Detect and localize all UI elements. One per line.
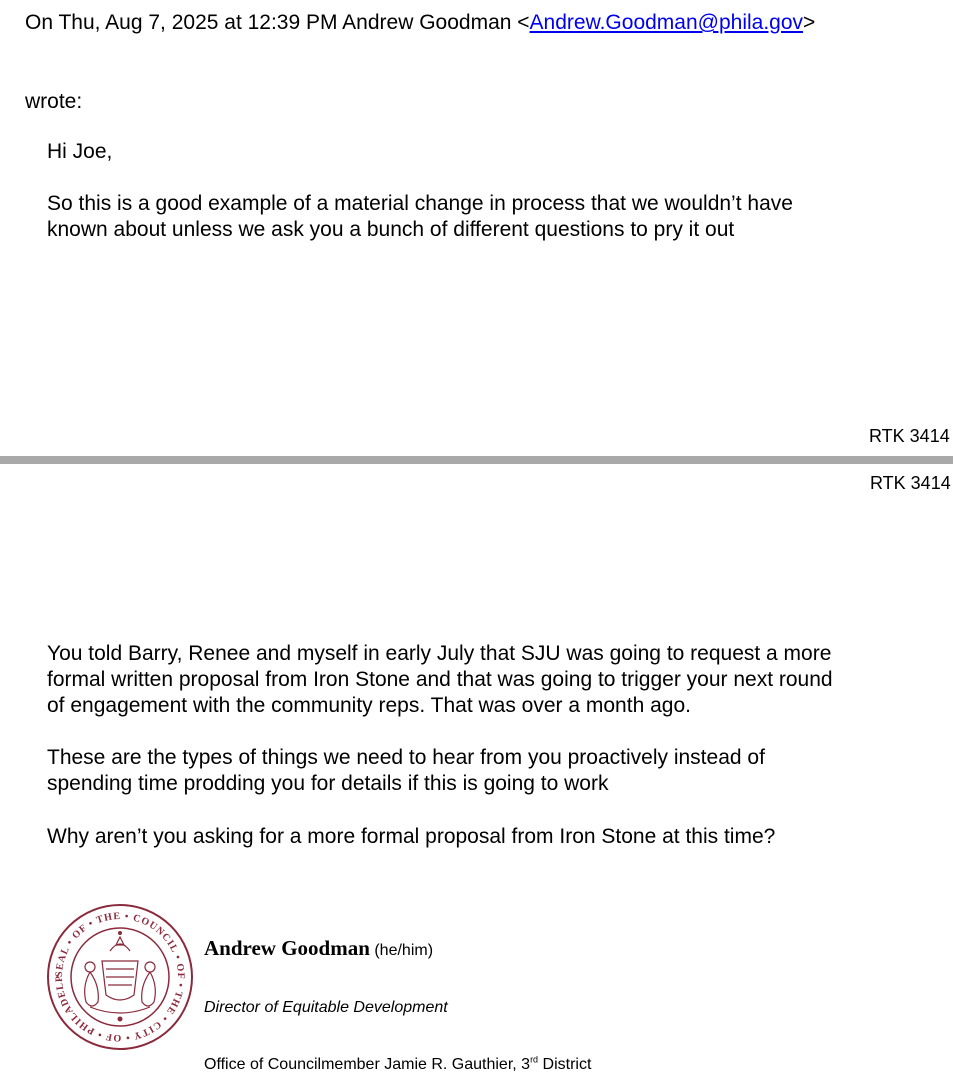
paragraph-2-line-3: of engagement with the community reps. That was over a month ago. — [47, 694, 691, 717]
wrote-label: wrote: — [25, 90, 83, 113]
signature-name-line — [204, 936, 433, 961]
email-header-line — [25, 10, 815, 36]
signature-office — [204, 1056, 591, 1074]
header-prefix: On Thu, Aug 7, 2025 at 12:39 PM Andrew Goodman < — [25, 11, 530, 34]
paragraph-1-line-2: known about unless we ask you a bunch of different questions to pry it out — [47, 218, 735, 241]
signature-title: Director of Equitable Development — [204, 999, 448, 1016]
header-suffix: > — [803, 11, 816, 34]
paragraph-1-line-1: So this is a good example of a material change in process that we wouldn’t have — [47, 192, 793, 215]
sender-email-link[interactable]: Andrew.Goodman@phila.gov — [529, 11, 804, 34]
page-mark-bottom: RTK 3414 — [870, 473, 951, 493]
paragraph-3-line-1: These are the types of things we need to hear from you proactively instead of — [47, 746, 765, 769]
signature-name: Andrew Goodman — [204, 936, 370, 960]
signature-pronouns: (he/him) — [374, 942, 434, 959]
greeting: Hi Joe, — [47, 140, 113, 163]
page-divider — [0, 456, 953, 464]
seal-lettering: SEAL • OF • THE • COUNCIL • OF • THE • CITY • OF • PHILADELP — [53, 910, 187, 1044]
svg-text:SEAL • OF • THE • COUNCIL • OF — [46, 903, 186, 1043]
council-seal-icon — [46, 903, 194, 1051]
office-prefix: Office of Councilmember Jamie R. Gauthier, 3 — [204, 1056, 531, 1073]
page-mark-top: RTK 3414 — [869, 426, 950, 446]
office-superscript: rd — [530, 1054, 539, 1065]
paragraph-2-line-1: You told Barry, Renee and myself in early July that SJU was going to request a more — [47, 642, 832, 665]
office-suffix: District — [538, 1056, 592, 1073]
paragraph-3-line-2: spending time prodding you for details if this is going to work — [47, 772, 609, 795]
paragraph-4: Why aren’t you asking for a more formal proposal from Iron Stone at this time? — [47, 825, 776, 848]
paragraph-2-line-2: formal written proposal from Iron Stone and that was going to trigger your next round — [47, 668, 833, 691]
